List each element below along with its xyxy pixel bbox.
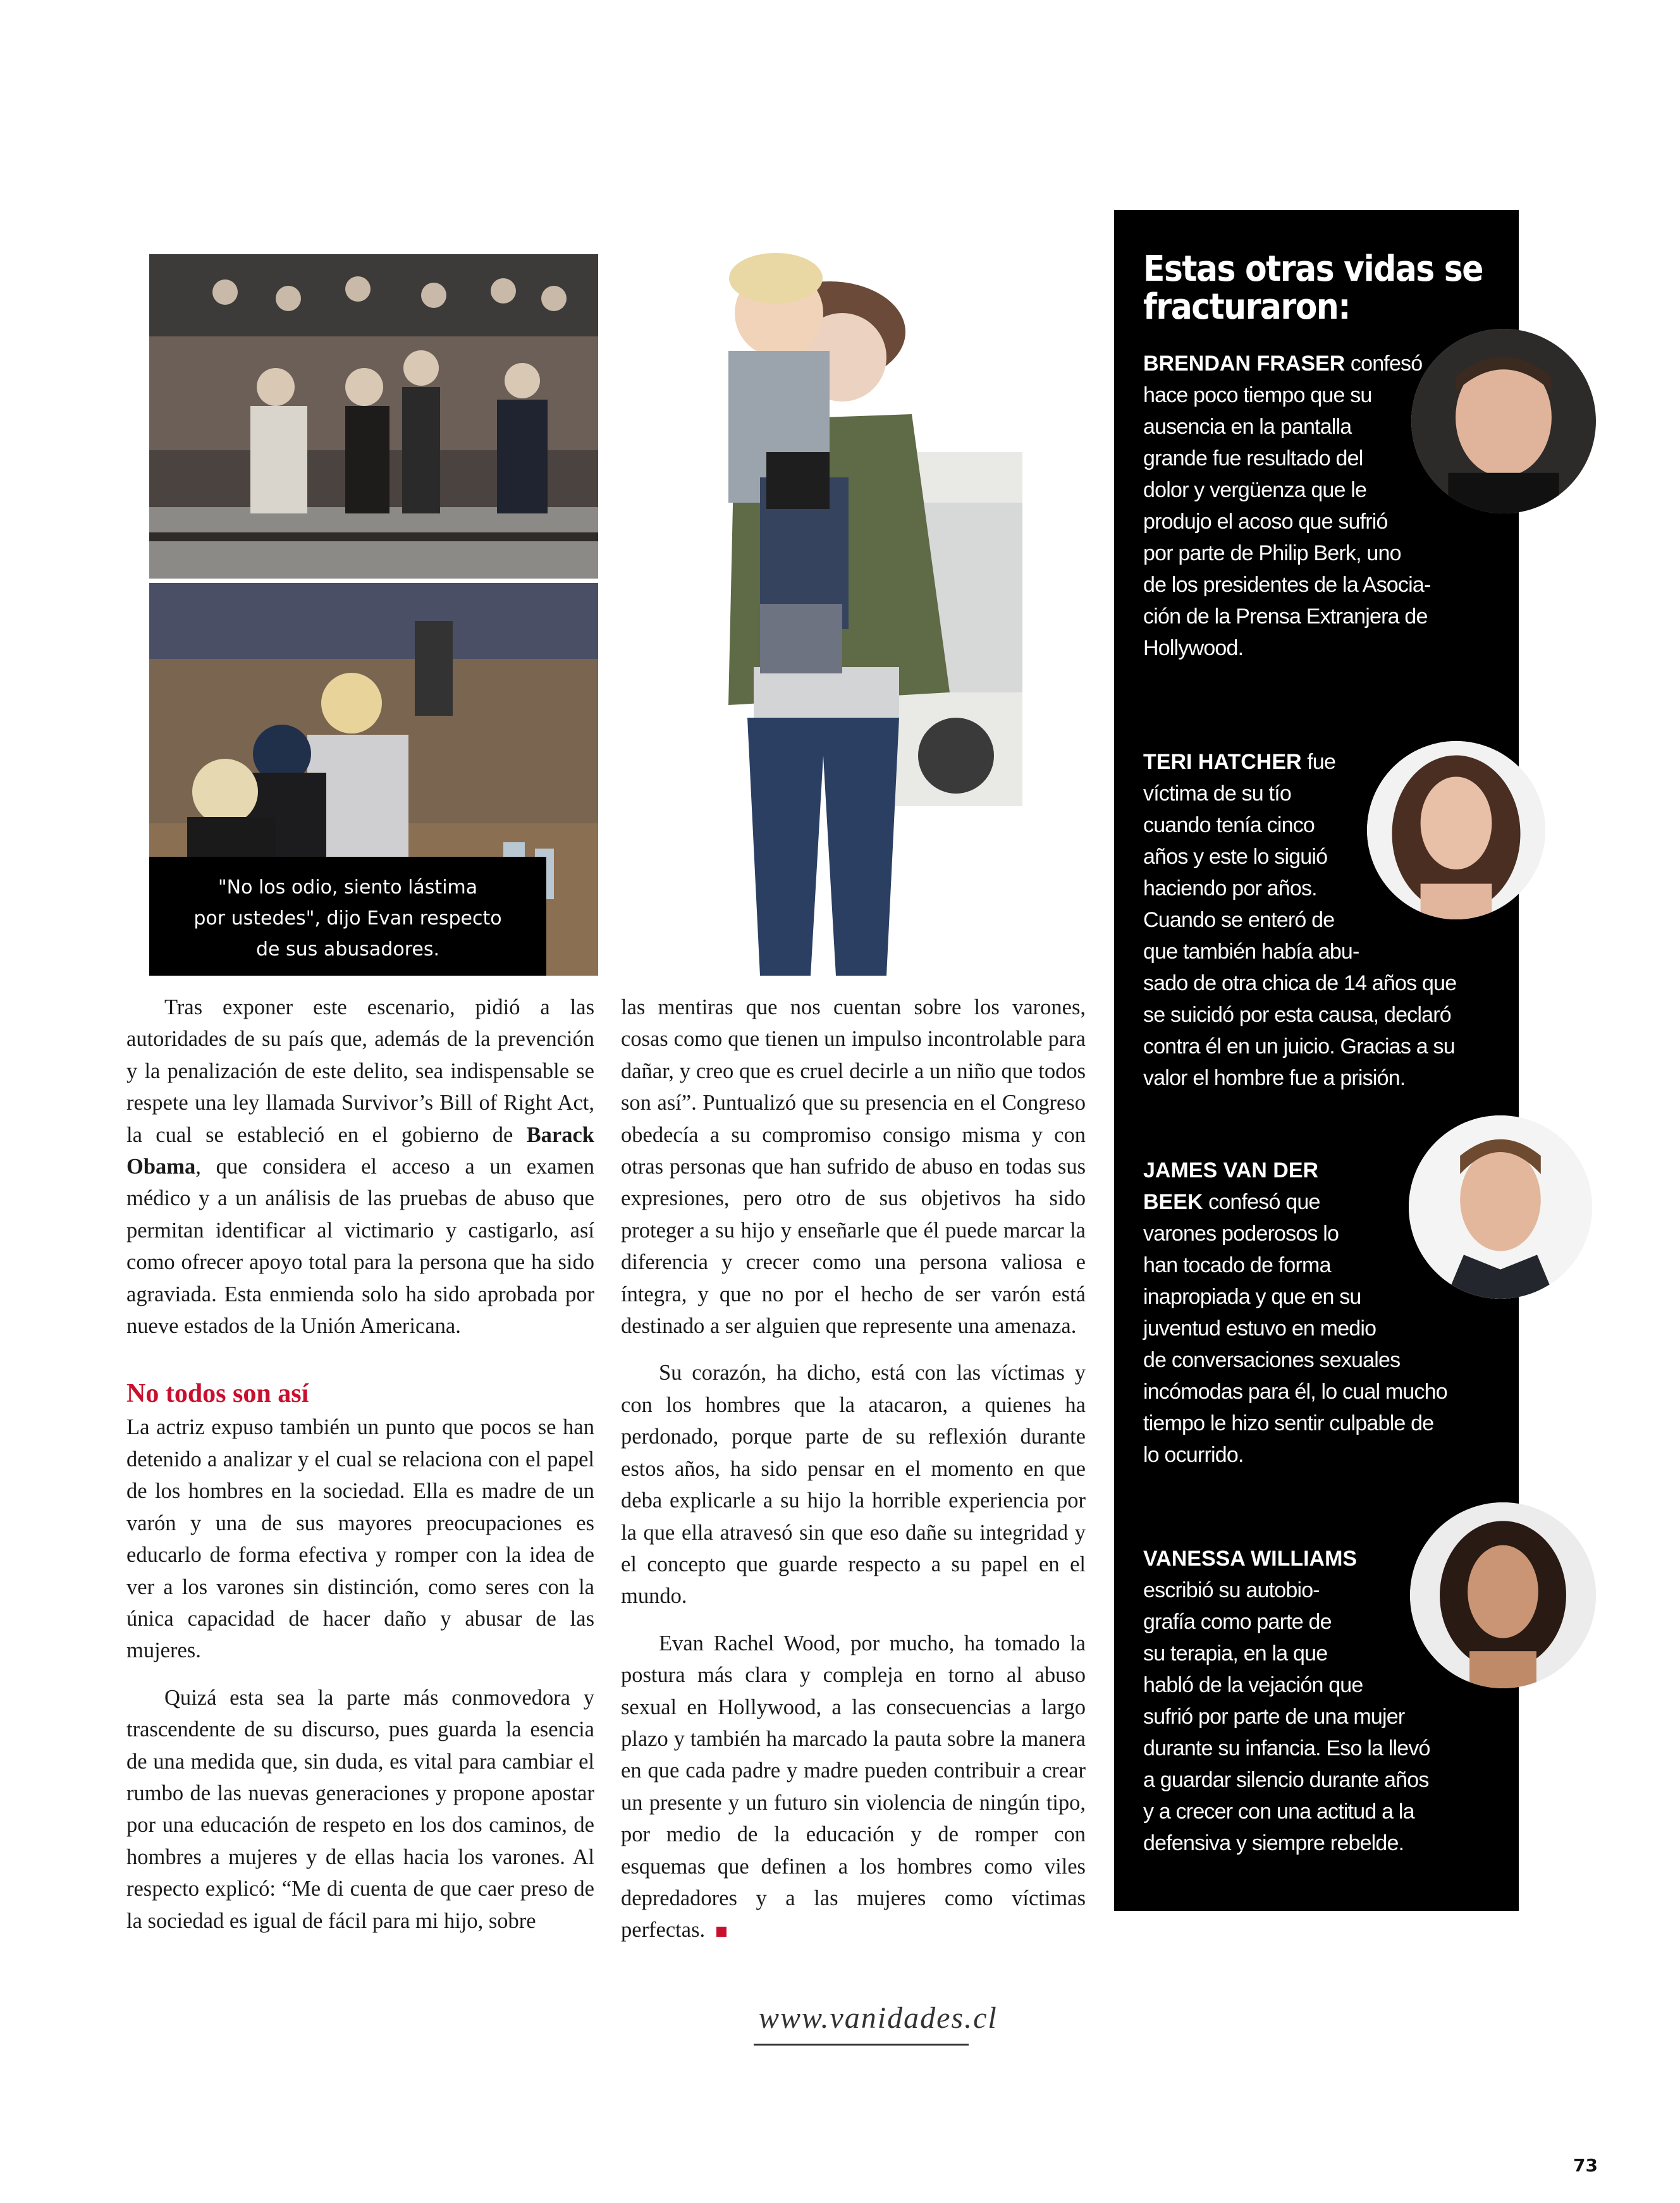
- article-paragraph: las mentiras que nos cuentan sobre los varones, cosas como que tienen un impulso incontrolable para dañar, y creo que es cruel decirle a un niño que todos son así”. Puntualizó que su presencia en el Congreso obedecía a su compromiso consigo misma y con otras personas que han sufrido de abuso en todas sus expresiones, pero otro de sus objetivos ha sido proteger a su hijo y enseñarle que él puede marcar la diferencia y crecer como una persona valiosa e íntegra, y que no por el hecho de ser varón está destinado a ser alguien que represente una amenaza.: [621, 995, 1086, 1339]
- article-paragraph: Tras exponer este escenario, pidió a las autoridades de su país que, además de la prevención y la penalización de este delito, sea indispensable se respete una ley llamada Survivor’s Bill of Right Act, la cual se estableció en el gobierno de Barack Obama, que considera el acceso a un examen médico y a un análisis de las pruebas de abuso que permitan identificar al victimario y castigarlo, así como ofrecer apoyo total para la persona que ha sido agraviada. Esta enmienda solo ha sido aprobada por nueve estados de la Unión Americana.: [126, 995, 594, 1339]
- person-name: VANESSA WILLIAMS: [1143, 1547, 1358, 1571]
- person-name: TERI HATCHER: [1143, 750, 1302, 774]
- article-paragraph: Evan Rachel Wood, por mucho, ha tomado la postura más clara y compleja en torno al abuso sexual en Hollywood, a las consecuencias a largo plazo y también ha marcado la pauta sobre la manera en que cada padre y madre pueden contribuir a crear un presente y un futuro sin violencia de ningún tipo, por medio de la educación y de romper con esquemas que definen a los hombres como viles depredadores y a las mujeres como víctimas perfectas.: [621, 1631, 1086, 1942]
- person-name-cont: BEEK: [1143, 1190, 1203, 1214]
- portrait-james-van-der-beek: [1409, 1115, 1592, 1299]
- article-column-left: [126, 991, 594, 1937]
- bold-name: Barack Obama: [126, 1122, 594, 1179]
- portrait-teri-hatcher: [1367, 741, 1545, 919]
- article-paragraph: Quizá esta sea la parte más conmovedora y trascendente de su discurso, pues guarda la esencia de una medida que, sin duda, es vital para cambiar el rumbo de las nuevas generaciones y propone apostar por una educación de respeto en los dos caminos, de hombres a mujeres y de ellas hacia los varones. Al respecto explicó: “Me di cuenta de que caer preso de la sociedad es igual de fácil para mi hijo, sobre: [126, 1685, 594, 1933]
- section-heading: No todos son así: [126, 1379, 309, 1409]
- footer-rule: [754, 2044, 969, 2046]
- sidebar-item-brendan-fraser: BRENDAN FRASER confesó hace poco tiempo que su ausencia en la pantalla grande fue resultado del dolor y vergüenza que le produjo el acoso que sufrió por parte de Philip Berk, uno de los presidentes de la Asocia- ción de la Prensa Extranjera de Hollywood.: [1143, 352, 1431, 660]
- website-url[interactable]: www.vanidades.cl: [759, 2001, 998, 2035]
- sidebar-item-vanessa-williams: VANESSA WILLIAMS escribió su autobio- grafía como parte de su terapia, en la que habló de la vejación que sufrió por parte de una mujer durante su infancia. Eso la llevó a guardar silencio durante años y a crecer con una actitud a la defensiva y siempre rebelde.: [1143, 1547, 1430, 1855]
- end-mark-icon: [716, 1927, 727, 1937]
- article-paragraph: La actriz expuso también un punto que pocos se han detenido a analizar y el cual se relaciona con el papel de los hombres en la sociedad. Ella es madre de un varón y una de sus mayores preocupaciones es educarlo de forma efectiva y romper con la idea de ver a los varones sin distinción, como seres con la única capacidad de hacer daño y abusar de las mujeres.: [126, 1415, 594, 1663]
- photo-congress-hearing-top: [149, 254, 598, 579]
- person-name: BRENDAN FRASER: [1143, 352, 1346, 376]
- sidebar-item-teri-hatcher: TERI HATCHER fue víctima de su tío cuando tenía cinco años y este lo siguió haciendo por años. Cuando se enteró de que también había abu- sado de otra chica de 14 años que se suicidó por esta causa, declaró contra él en un juicio. Gracias a su valor el hombre fue a prisión.: [1143, 750, 1457, 1090]
- photo-evan-rachel-wood-with-son: [621, 123, 1022, 976]
- sidebar-title: Estas otras vidas se fracturaron:: [1143, 249, 1483, 328]
- caption-line-1: "No los odio, siento lástima: [218, 876, 478, 899]
- article-column-middle: [621, 991, 1086, 1946]
- person-name: JAMES VAN DER: [1143, 1158, 1319, 1182]
- photo-caption: [149, 857, 546, 976]
- portrait-vanessa-williams: [1410, 1502, 1596, 1688]
- article-paragraph: Su corazón, ha dicho, está con las víctimas y con los hombres que la atacaron, a quienes ha perdonado, porque parte de su reflexión durante estos años, ha sido pensar en el momento en que deba explicarle a su hijo la horrible experiencia por la que ella atravesó sin que eso dañe su integridad y el concepto que guarde respecto a su papel en el mundo.: [621, 1361, 1086, 1609]
- caption-line-3: de sus abusadores.: [256, 938, 439, 960]
- page-number: 73: [1573, 2155, 1598, 2176]
- sidebar-item-james-van-der-beek: JAMES VAN DER BEEK confesó que varones poderosos lo han tocado de forma inapropiada y que en su juventud estuvo en medio de conversaciones sexuales incómodas para él, lo cual mucho tiempo le hizo sentir culpable de lo ocurrido.: [1143, 1158, 1447, 1467]
- portrait-brendan-fraser: [1411, 329, 1596, 513]
- caption-line-2: por ustedes", dijo Evan respecto: [193, 907, 502, 930]
